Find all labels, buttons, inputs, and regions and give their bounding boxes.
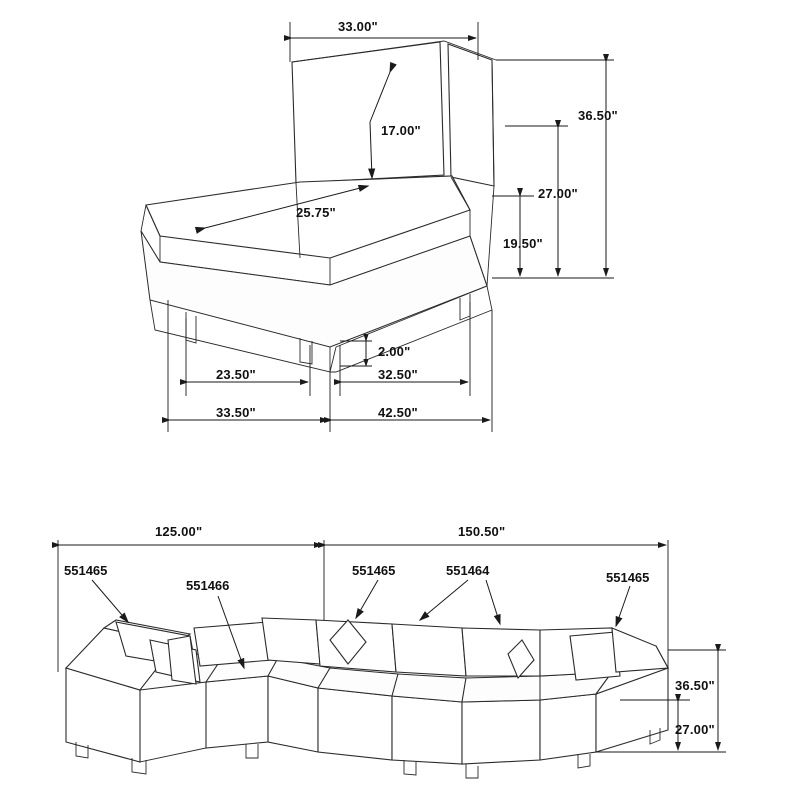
dim-overall-height: 36.50" <box>578 108 618 123</box>
dim-left-section-width: 125.00" <box>155 524 203 539</box>
dim-width-top: 33.00" <box>338 19 378 34</box>
part-number-551466: 551466 <box>186 578 230 593</box>
dim-outer-width: 33.50" <box>216 405 256 420</box>
dim-outer-depth: 42.50" <box>378 405 418 420</box>
dim-back-height: 27.00" <box>538 186 578 201</box>
dim-overall-height-2: 36.50" <box>675 678 715 693</box>
part-number-551464: 551464 <box>446 563 490 578</box>
dim-seat-depth: 25.75" <box>296 205 336 220</box>
dim-seat-back-height: 17.00" <box>381 123 421 138</box>
part-number-551465-left: 551465 <box>64 563 108 578</box>
dim-inner-depth: 32.50" <box>378 367 418 382</box>
sectional-illustration <box>66 618 668 778</box>
dim-leg-height: 2.00" <box>378 344 411 359</box>
part-number-551465-right: 551465 <box>606 570 650 585</box>
dim-seat-height: 19.50" <box>503 236 543 251</box>
dim-right-section-width: 150.50" <box>458 524 506 539</box>
dim-inner-width: 23.50" <box>216 367 256 382</box>
dim-back-height-2: 27.00" <box>675 722 715 737</box>
part-number-551465-mid: 551465 <box>352 563 396 578</box>
